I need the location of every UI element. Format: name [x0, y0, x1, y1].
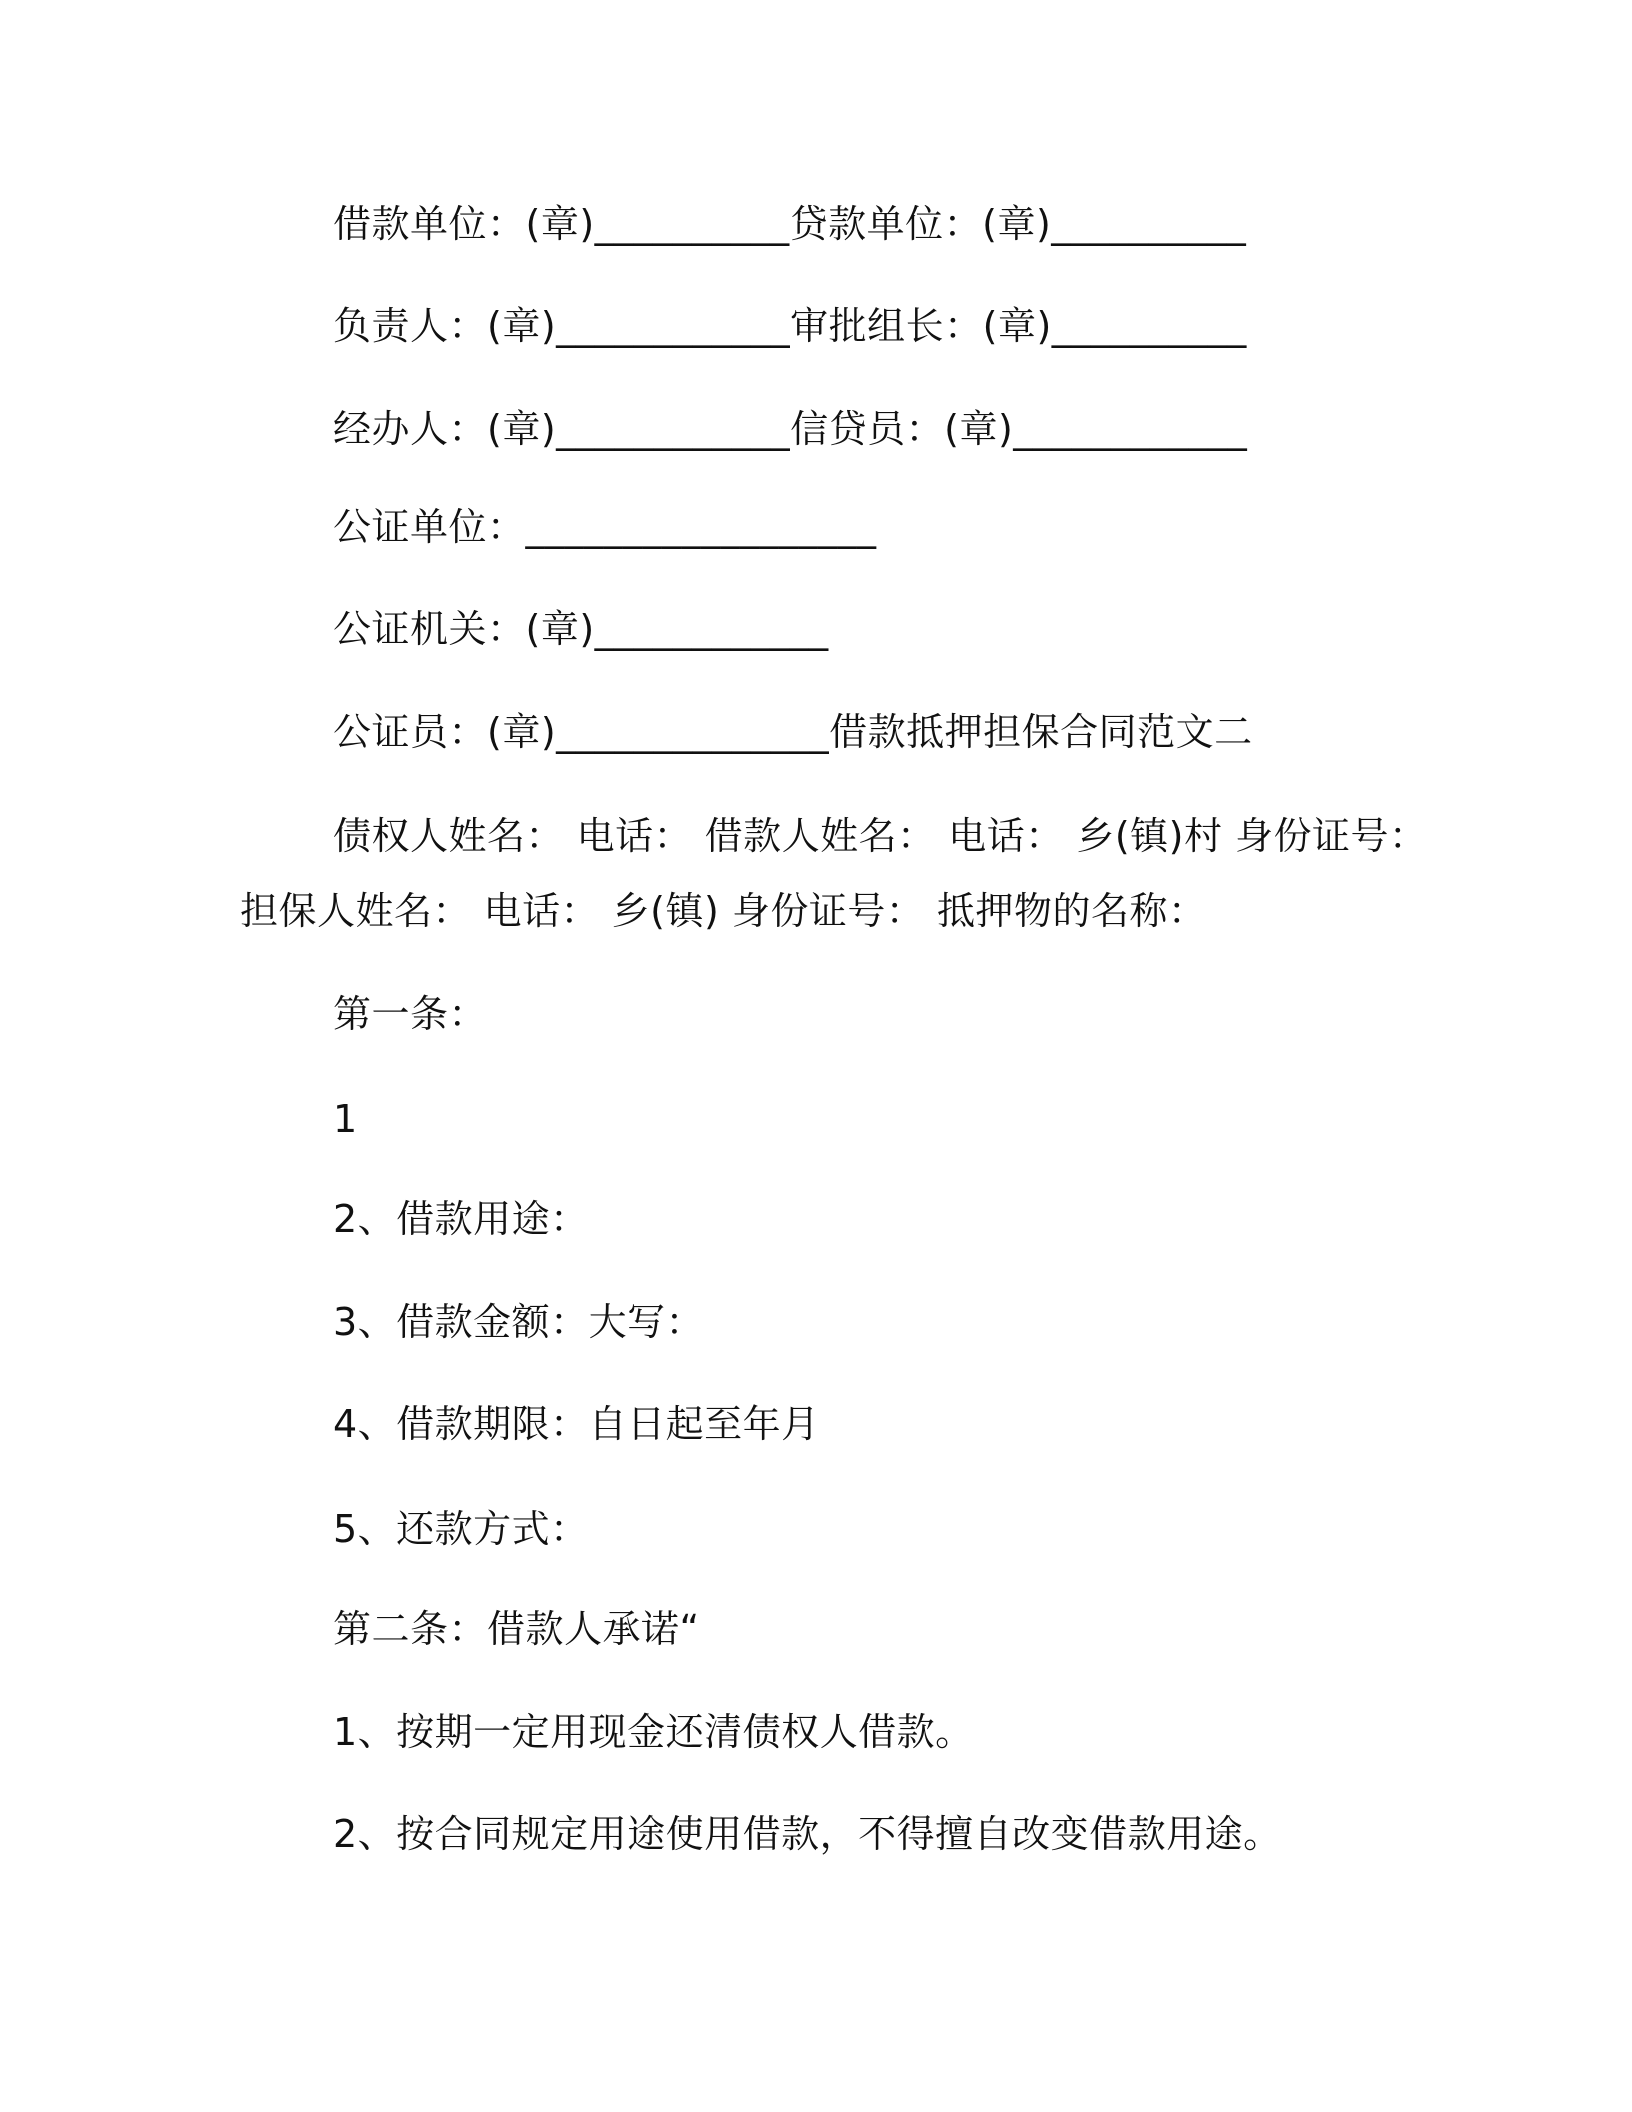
notary-officer-title-line: 公证员：(章)______________借款抵押担保合同范文二: [333, 710, 1253, 754]
clause-3-amount: 3、借款金额：大写：: [333, 1300, 705, 1344]
clause-5-repayment: 5、还款方式：: [333, 1507, 589, 1551]
party-info-line-1: 债权人姓名： 电话： 借款人姓名： 电话： 乡(镇)村 身份证号：: [333, 814, 1428, 858]
notary-unit-line: 公证单位：__________________: [333, 505, 877, 549]
notary-office-line: 公证机关：(章)____________: [333, 607, 829, 651]
clause-4-term: 4、借款期限：自日起至年月: [333, 1402, 820, 1446]
promise-1: 1、按期一定用现金还清债权人借款。: [333, 1710, 974, 1754]
signature-line-borrower-lender: 借款单位：(章)__________贷款单位：(章)__________: [333, 202, 1247, 246]
article-one-heading: 第一条：: [333, 992, 488, 1036]
party-info-line-2: 担保人姓名： 电话： 乡(镇) 身份证号： 抵押物的名称：: [240, 889, 1207, 933]
signature-line-handler-credit-officer: 经办人：(章)____________信贷员：(章)____________: [333, 407, 1248, 451]
article-two-heading: 第二条：借款人承诺“: [333, 1607, 700, 1651]
promise-2: 2、按合同规定用途使用借款，不得擅自改变借款用途。: [333, 1812, 1282, 1856]
clause-1: 1: [333, 1097, 358, 1141]
clause-2-purpose: 2、借款用途：: [333, 1197, 589, 1241]
signature-line-responsible-approver: 负责人：(章)____________审批组长：(章)__________: [333, 304, 1247, 348]
